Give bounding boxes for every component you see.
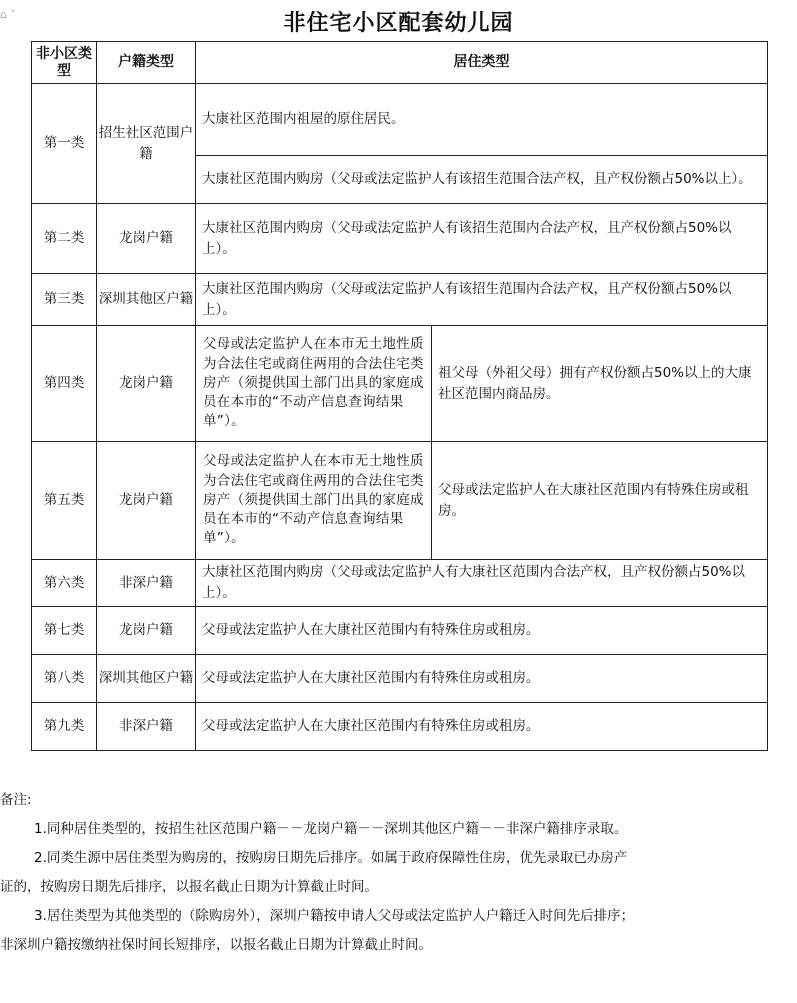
table-row (32, 442, 768, 560)
doc-corner-icon: ⌂ ˅ (0, 8, 16, 21)
notes-line: 2.同类生源中居住类型为购房的，按购房日期先后排序。如属于政府保障性住房，优先录取已办房产 (34, 850, 628, 866)
row-category: 第八类 (32, 655, 97, 703)
row-residence: 父母或法定监护人在大康社区范围内有特殊住房或租房。 (196, 703, 768, 751)
header-residence: 居住类型 (196, 42, 768, 84)
row-residence-right: 父母或法定监护人在大康社区范围内有特殊住房或租房。 (432, 442, 768, 560)
row-category: 第五类 (32, 442, 97, 560)
notes-line: 非深圳户籍按缴纳社保时间长短排序，以报名截止日期为计算截止时间。 (0, 937, 432, 953)
row-residence-left: 父母或法定监护人在本市无土地性质为合法住宅或商住两用的合法住宅类房产（须提供国土部门出具的家庭成员在本市的“不动产信息查询结果单”）。 (196, 326, 432, 442)
row-category: 第一类 (32, 84, 97, 204)
table-row (32, 560, 768, 607)
row-residence: 大康社区范围内购房（父母或法定监护人有该招生范围合法产权，且产权份额占50%以上）。 (196, 156, 768, 204)
table-row (32, 274, 768, 326)
row-residence: 大康社区范围内祖屋的原住居民。 (196, 84, 768, 156)
row-hukou: 非深户籍 (97, 560, 196, 607)
row-hukou: 龙岗户籍 (97, 442, 196, 560)
row-residence: 大康社区范围内购房（父母或法定监护人有该招生范围内合法产权，且产权份额占50%以上）。 (196, 274, 768, 326)
admission-table (31, 41, 768, 751)
table-row (32, 204, 768, 274)
header-hukou: 户籍类型 (97, 42, 196, 84)
row-residence: 大康社区范围内购房（父母或法定监护人有该招生范围内合法产权，且产权份额占50%以上）。 (196, 204, 768, 274)
row-hukou: 深圳其他区户籍 (97, 655, 196, 703)
row-category: 第四类 (32, 326, 97, 442)
header-category: 非小区类型 (32, 42, 97, 84)
notes-heading: 备注: (0, 792, 32, 808)
table-header-row (32, 42, 768, 84)
row-hukou: 龙岗户籍 (97, 607, 196, 655)
row-hukou: 龙岗户籍 (97, 326, 196, 442)
notes-line: 3.居住类型为其他类型的（除购房外），深圳户籍按申请人父母或法定监护人户籍迁入时间先后排序； (34, 908, 635, 924)
notes-section (0, 786, 797, 960)
row-hukou: 龙岗户籍 (97, 204, 196, 274)
row-hukou: 非深户籍 (97, 703, 196, 751)
table-row (32, 703, 768, 751)
table-row (32, 655, 768, 703)
table-row (32, 607, 768, 655)
row-category: 第二类 (32, 204, 97, 274)
row-residence: 父母或法定监护人在大康社区范围内有特殊住房或租房。 (196, 607, 768, 655)
table-row (32, 84, 768, 156)
row-category: 第六类 (32, 560, 97, 607)
row-residence: 父母或法定监护人在大康社区范围内有特殊住房或租房。 (196, 655, 768, 703)
page-title: 非住宅小区配套幼儿园 (283, 10, 514, 36)
row-residence: 大康社区范围内购房（父母或法定监护人有大康社区范围内合法产权，且产权份额占50%以上）。 (196, 560, 768, 607)
notes-line: 1.同种居住类型的，按招生社区范围户籍－－龙岗户籍－－深圳其他区户籍－－非深户籍排序录取。 (34, 821, 628, 837)
row-residence-left: 父母或法定监护人在本市无土地性质为合法住宅或商住两用的合法住宅类房产（须提供国土部门出具的家庭成员在本市的“不动产信息查询结果单”）。 (196, 442, 432, 560)
notes-line: 证的，按购房日期先后排序，以报名截止日期为计算截止时间。 (0, 879, 378, 895)
row-hukou: 深圳其他区户籍 (97, 274, 196, 326)
row-category: 第三类 (32, 274, 97, 326)
row-category: 第七类 (32, 607, 97, 655)
table-row (32, 326, 768, 442)
row-residence-right: 祖父母（外祖父母）拥有产权份额占50%以上的大康社区范围内商品房。 (432, 326, 768, 442)
row-category: 第九类 (32, 703, 97, 751)
row-hukou: 招生社区范围户籍 (97, 84, 196, 204)
